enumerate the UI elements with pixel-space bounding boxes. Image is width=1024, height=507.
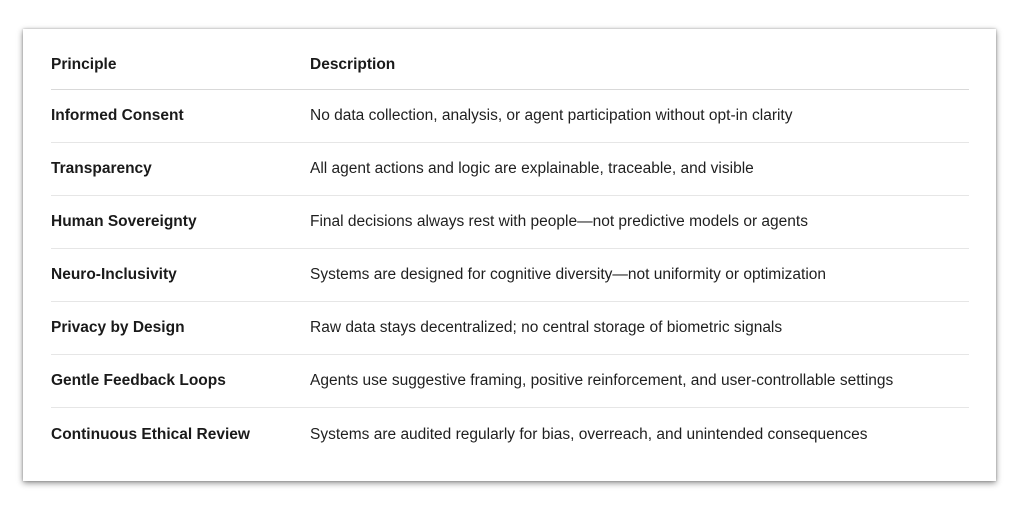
description-cell: Raw data stays decentralized; no central storage of biometric signals <box>310 319 783 336</box>
table-row <box>51 143 969 196</box>
table-row <box>51 408 969 461</box>
column-header-principle: Principle <box>51 55 117 73</box>
table-row <box>51 90 969 143</box>
principles-card <box>23 29 996 481</box>
description-cell: No data collection, analysis, or agent participation without opt-in clarity <box>310 107 793 124</box>
table-row <box>51 355 969 408</box>
table-header-row <box>51 40 969 90</box>
principle-cell: Continuous Ethical Review <box>51 425 250 443</box>
principle-cell: Neuro-Inclusivity <box>51 266 177 283</box>
table-row <box>51 302 969 355</box>
principle-cell: Human Sovereignty <box>51 213 197 230</box>
table-row <box>51 249 969 302</box>
description-cell: Final decisions always rest with people—not predictive models or agents <box>310 213 808 230</box>
column-header-description: Description <box>310 55 396 73</box>
principle-cell: Privacy by Design <box>51 319 185 336</box>
principle-cell: Gentle Feedback Loops <box>51 372 226 389</box>
principle-cell: Transparency <box>51 160 152 177</box>
principle-cell: Informed Consent <box>51 107 184 124</box>
description-cell: All agent actions and logic are explainable, traceable, and visible <box>310 160 754 177</box>
description-cell: Agents use suggestive framing, positive reinforcement, and user-controllable settings <box>310 372 894 389</box>
table-row <box>51 196 969 249</box>
description-cell: Systems are audited regularly for bias, overreach, and unintended consequences <box>310 425 868 443</box>
principles-table <box>51 40 969 461</box>
description-cell: Systems are designed for cognitive diversity—not uniformity or optimization <box>310 266 827 283</box>
